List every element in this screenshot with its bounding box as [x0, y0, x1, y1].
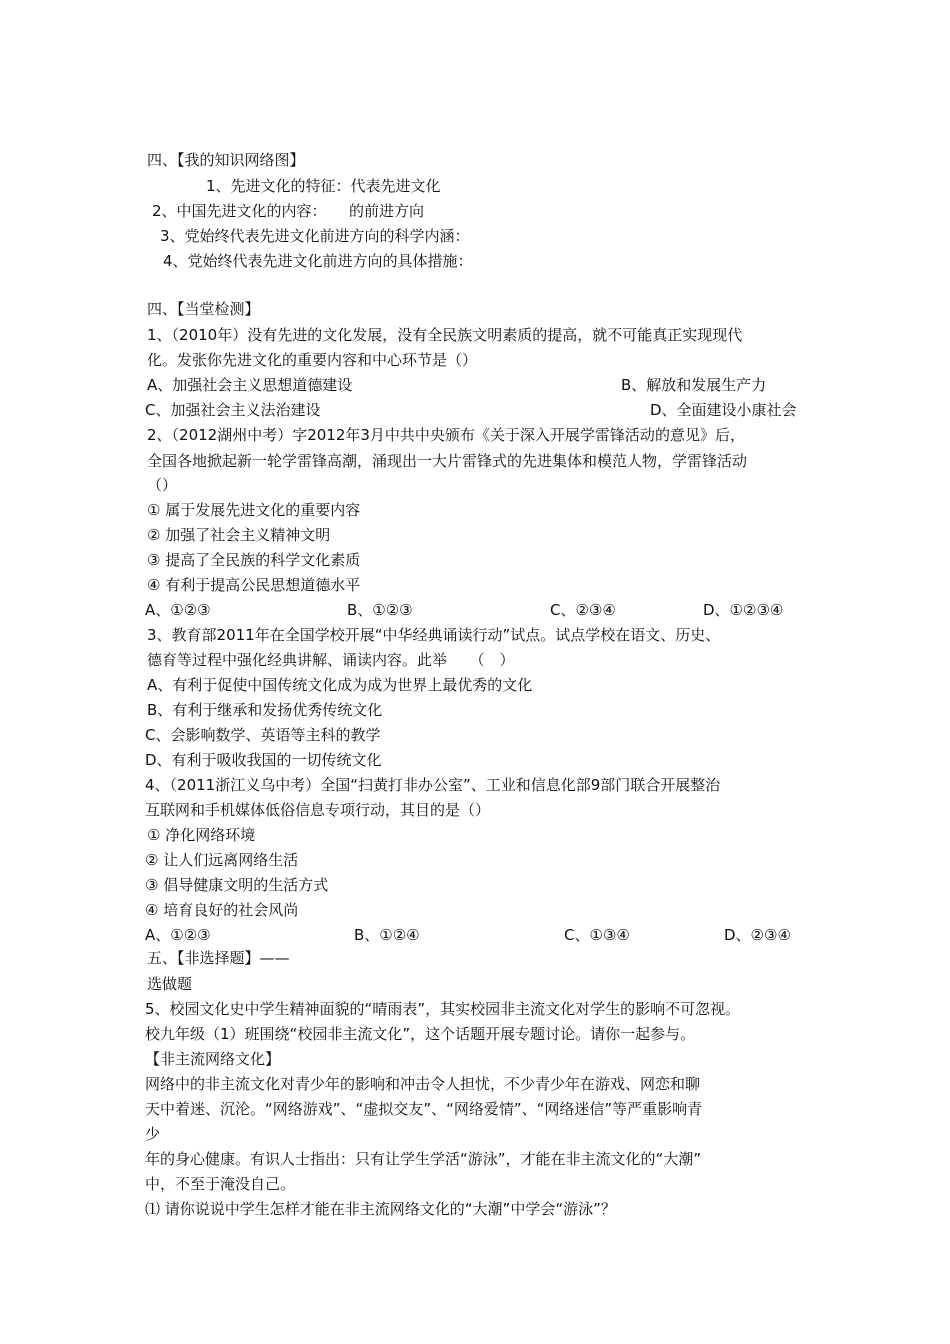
- q4-statement-4: ④ 培育良好的社会风尚: [145, 901, 299, 919]
- q1-option-b: B、解放和发展生产力: [621, 376, 767, 394]
- q1-stem-line1: 1、（2010年）没有先进的文化发展，没有全民族文明素质的提高，就不可能真正实现现代: [147, 326, 743, 344]
- q1-stem-line2: 化。发张你先进文化的重要内容和中心环节是（）: [147, 351, 478, 369]
- q2-option-c: C、②③④: [550, 601, 616, 619]
- q1-option-a: A、加强社会主义思想道德建设: [147, 376, 353, 394]
- q3-option-a: A、有利于促使中国传统文化成为成为世界上最优秀的文化: [147, 676, 533, 694]
- q5-stem-line1: 5、校园文化史中学生精神面貌的“晴雨表”，其实校园非主流文化对学生的影响不可忽视。: [145, 1000, 741, 1018]
- q5-passage-line3: 少: [145, 1125, 161, 1143]
- q4-statement-1: ① 净化网络环境: [147, 826, 256, 844]
- network-item-2: 2、中国先进文化的内容： 的前进方向: [152, 202, 425, 220]
- q2-stem-line1: 2、（2012湖州中考）字2012年3月中共中央颁布《关于深入开展学雷锋活动的意见》后，: [147, 426, 745, 444]
- q4-option-b: B、①②④: [354, 926, 420, 944]
- q5-question-1: ⑴ 请你说说中学生怎样才能在非主流网络文化的“大潮”中学会“游泳”？: [145, 1200, 616, 1218]
- network-item-1: 1、先进文化的特征：代表先进文化: [206, 177, 441, 195]
- q2-statement-1: ① 属于发展先进文化的重要内容: [147, 501, 361, 519]
- q4-option-d: D、②③④: [724, 926, 791, 944]
- q4-option-c: C、①③④: [564, 926, 630, 944]
- q5-passage-line4: 年的身心健康。有识人士指出：只有让学生学活“游泳”，才能在非主流文化的“大潮”: [145, 1150, 702, 1168]
- q4-statement-3: ③ 倡导健康文明的生活方式: [145, 876, 329, 894]
- q1-option-d: D、全面建设小康社会: [650, 401, 797, 419]
- q4-option-a: A、①②③: [145, 926, 211, 944]
- q1-option-c: C、加强社会主义法治建设: [145, 401, 321, 419]
- network-item-3: 3、党始终代表先进文化前进方向的科学内涵：: [160, 227, 470, 245]
- network-item-4: 4、党始终代表先进文化前进方向的具体措施：: [163, 252, 473, 270]
- q5-passage-line2: 天中着迷、沉沦。“网络游戏”、“虚拟交友”、“网络爱情”、“网络迷信”等严重影响青: [145, 1100, 703, 1118]
- q2-option-a: A、①②③: [145, 601, 211, 619]
- q2-option-d: D、①②③④: [703, 601, 784, 619]
- q2-stem-line2: 全国各地掀起新一轮学雷锋高潮，涌现出一大片雷锋式的先进集体和模范人物，学雷锋活动: [147, 452, 748, 470]
- test-heading: 四、【当堂检测】: [147, 300, 260, 318]
- q5-section-title: 【非主流网络文化】: [145, 1050, 281, 1068]
- q4-stem-line1: 4、（2011浙江义乌中考）全国“扫黄打非办公室”、工业和信息化部9部门联合开展整治: [145, 776, 721, 794]
- q2-option-b: B、①②③: [347, 601, 413, 619]
- q3-option-d: D、有利于吸收我国的一切传统文化: [145, 751, 382, 769]
- network-heading: 四、【我的知识网络图】: [147, 151, 305, 169]
- q2-statement-2: ② 加强了社会主义精神文明: [147, 526, 331, 544]
- q3-option-b: B、有利于继承和发扬优秀传统文化: [147, 701, 383, 719]
- q3-stem-line1: 3、教育部2011年在全国学校开展“中华经典诵读行动”试点。试点学校在语文、历史、: [147, 626, 721, 644]
- q2-statement-3: ③ 提高了全民族的科学文化素质: [147, 551, 361, 569]
- q5-stem-line2: 校九年级（1）班围绕“校园非主流文化”，这个话题开展专题讨论。请你一起参与。: [145, 1025, 696, 1043]
- nonchoice-heading: 五、【非选择题】——: [147, 949, 290, 967]
- q1-options-row2: [145, 400, 825, 420]
- q1-options-row1: [147, 375, 827, 395]
- q3-stem-line2: 德育等过程中强化经典讲解、诵读内容。此举 （ ）: [147, 651, 515, 669]
- q2-options-row: [145, 600, 825, 620]
- q4-options-row: [145, 925, 825, 945]
- q5-passage-line1: 网络中的非主流文化对青少年的影响和冲击令人担忧，不少青少年在游戏、网恋和聊: [145, 1075, 701, 1093]
- q5-passage-line5: 中，不至于淹没自己。: [145, 1175, 296, 1193]
- q2-stem-line3: （）: [147, 476, 178, 494]
- q4-statement-2: ② 让人们远离网络生活: [145, 851, 299, 869]
- q2-statement-4: ④ 有利于提高公民思想道德水平: [147, 576, 361, 594]
- q3-option-c: C、会影响数学、英语等主科的教学: [145, 726, 381, 744]
- nonchoice-subheading: 选做题: [147, 975, 193, 993]
- q4-stem-line2: 互联网和手机媒体低俗信息专项行动，其目的是（）: [145, 801, 491, 819]
